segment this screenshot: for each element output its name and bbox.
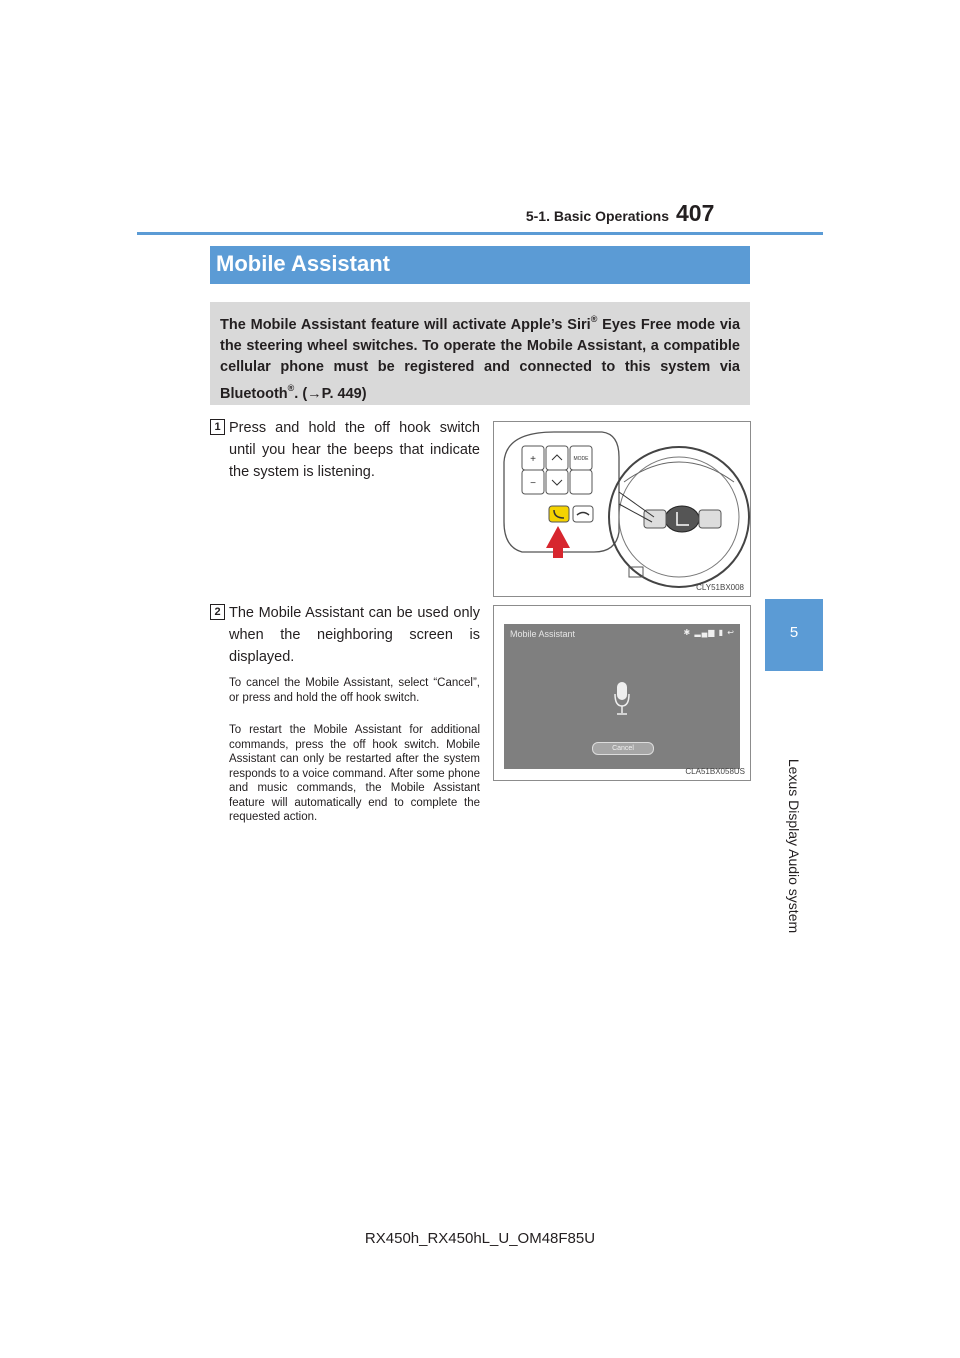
cancel-button[interactable]: Cancel	[592, 742, 654, 755]
step-text-1: Press and hold the off hook switch until you hear the beeps that indicate the system is listening.	[229, 420, 480, 480]
registered-mark: ®	[590, 314, 598, 324]
microphone-icon	[614, 682, 630, 716]
off-hook-switch	[549, 506, 569, 522]
on-hook-switch	[573, 506, 593, 522]
section-title: 5-1. Basic Operations	[525, 208, 669, 224]
header-rule	[137, 232, 823, 235]
intro-text	[220, 309, 740, 405]
mode-label: MODE	[573, 456, 589, 462]
chapter-label-text: Lexus Display Audio system	[786, 758, 802, 934]
chapter-label	[765, 691, 823, 1001]
figure-code: CLY51BX008	[696, 583, 744, 592]
status-icons: ✱ ▂▄▆ ▮ ↩	[683, 628, 735, 637]
steering-wheel-illustration	[494, 422, 750, 596]
manual-code: RX450h_RX450hL_U_OM48F85U	[364, 1230, 596, 1247]
note-cancel: To cancel the Mobile Assistant, select “Cancel”, or press and hold the off hook switch.	[229, 677, 480, 704]
page-title: Mobile Assistant	[216, 251, 390, 276]
intro-part-2: Eyes Free mode via the steering wheel switches. To operate the Mobile Assistant, a compatible cellular phone must be registered and connected to this system via Bluetooth	[220, 317, 741, 402]
intro-part-1: The Mobile Assistant feature will activate Apple’s Siri	[220, 317, 591, 333]
note-restart: To restart the Mobile Assistant for additional commands, press the off hook switch. Mobile Assistant can only be restarted after the system responds to a voice command. After some phone and music commands, the Mobile Assistant feature will automatically end to complete the requested action.	[229, 724, 480, 823]
step-text-2: The Mobile Assistant can be used only when the neighboring screen is displayed.	[229, 605, 480, 665]
intro-part-3: . (→P. 449)	[294, 386, 367, 402]
display-screen	[504, 624, 740, 769]
volume-down-label: −	[530, 478, 536, 489]
registered-mark: ®	[287, 383, 295, 393]
page-number: 407	[676, 200, 715, 226]
figure-code: CLA51BX058US	[685, 767, 745, 776]
volume-up-label: +	[530, 454, 536, 465]
mobile-assistant-screen-figure	[493, 605, 751, 781]
step-badge-2: 2	[210, 604, 225, 620]
screen-title: Mobile Assistant	[510, 629, 576, 639]
step-badge-1: 1	[210, 419, 225, 435]
lexus-logo-icon	[665, 506, 699, 532]
steering-switch-figure	[493, 421, 751, 597]
chapter-tab-number: 5	[789, 624, 799, 641]
